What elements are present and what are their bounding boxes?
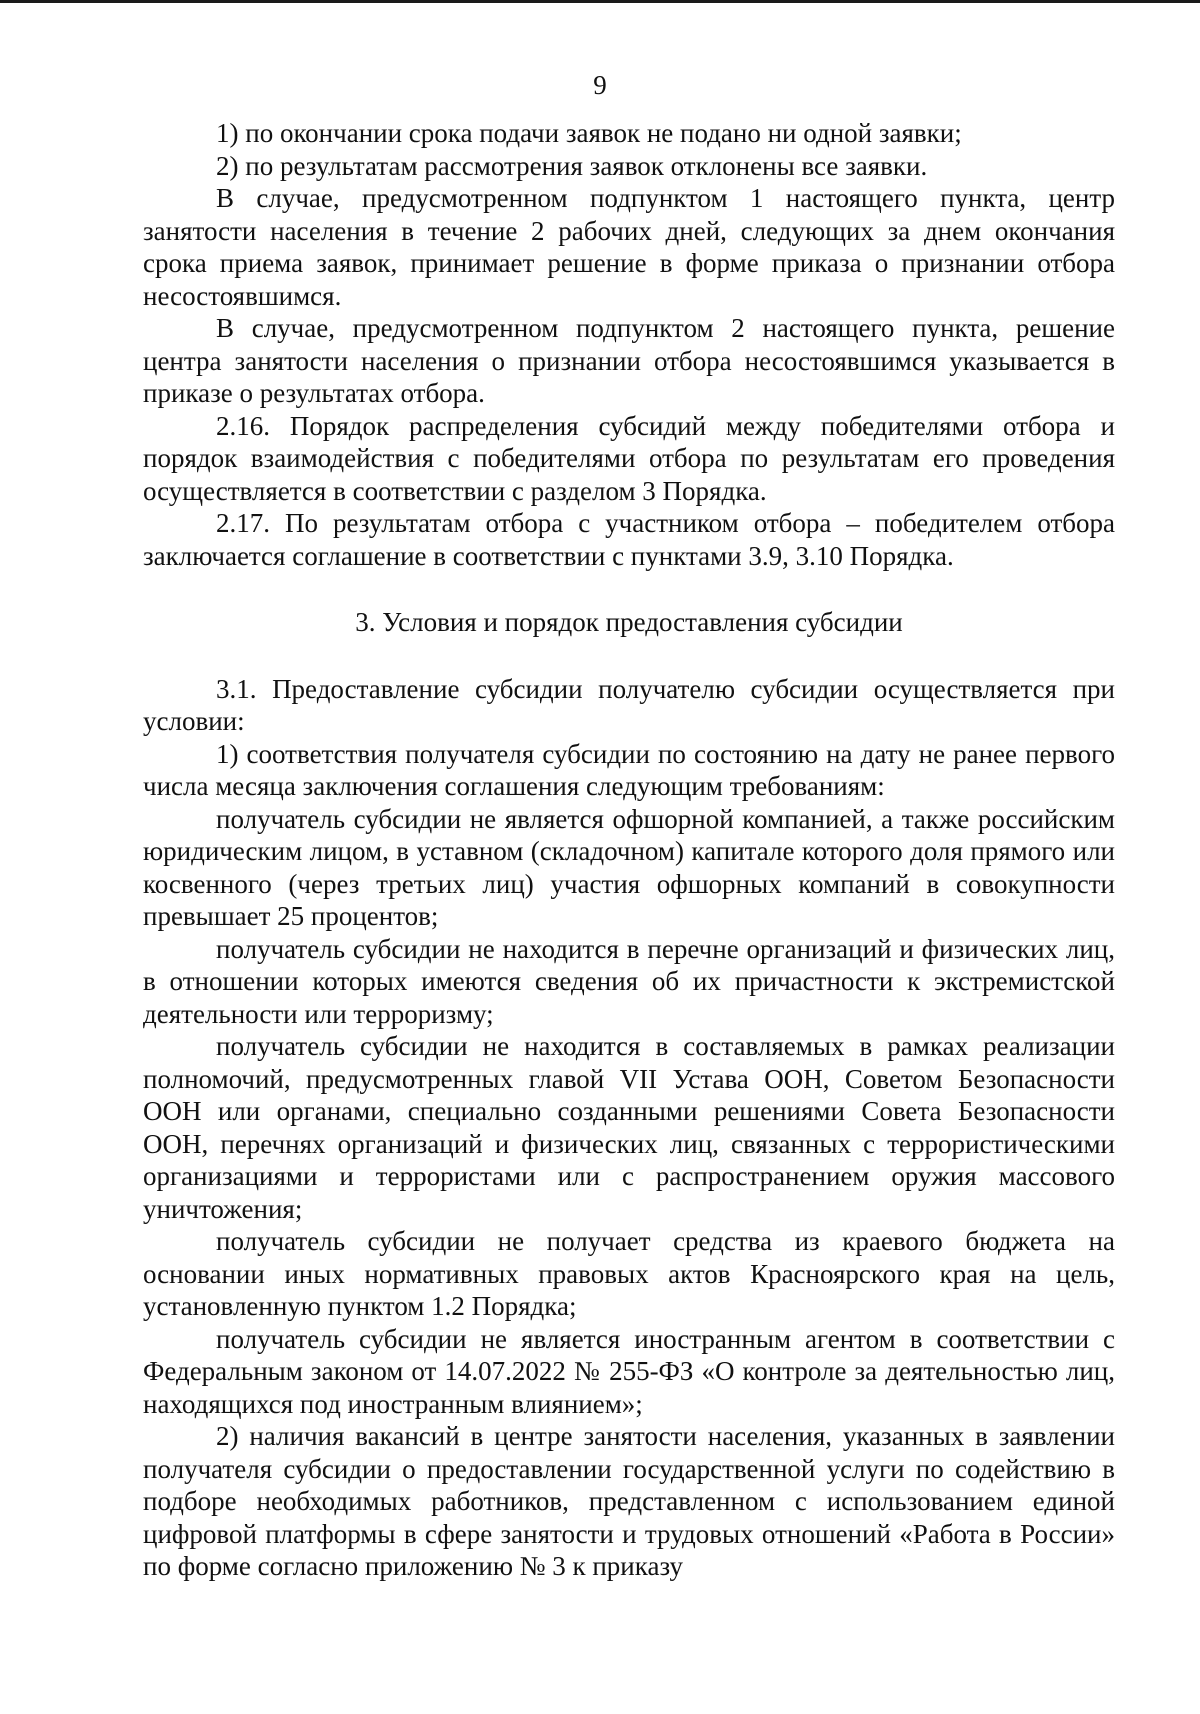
- body-text: [143, 117, 1115, 1583]
- paragraph: 2) по результатам рассмотрения заявок отклонены все заявки.: [216, 150, 928, 181]
- paragraph: 3.1. Предоставление субсидии получателю субсидии осуществляется при условии:: [143, 673, 1115, 736]
- paragraph: 2.17. По результатам отбора с участником отбора – победителем отбора заключается соглашение в соответствии с пунктами 3.9, 3.10 Порядка.: [143, 508, 1115, 571]
- section-heading: 3. Условия и порядок предоставления субсидии: [355, 607, 903, 637]
- paragraph: получатель субсидии не находится в составляемых в рамках реализации полномочий, предусмотренных главой VII Устава ООН, Советом Безопасности ООН или органами, специально созданными решениями Совета Безопасности ООН, перечнях организаций и физических лиц, связанных с террористическими организациями и террористами или с распространением оружия массового уничтожения;: [143, 1031, 1115, 1224]
- paragraph: получатель субсидии не является иностранным агентом в соответствии с Федеральным законом от 14.07.2022 № 255-ФЗ «О контроле за деятельностью лиц, находящихся под иностранным влиянием»;: [143, 1323, 1115, 1419]
- top-edge-line: [0, 0, 1200, 3]
- paragraph: 1) соответствия получателя субсидии по состоянию на дату не ранее первого числа месяца заключения соглашения следующим требованиям:: [143, 738, 1115, 801]
- paragraph: получатель субсидии не получает средства из краевого бюджета на основании иных нормативных правовых актов Красноярского края на цель, установленную пунктом 1.2 Порядка;: [143, 1226, 1115, 1321]
- paragraph: получатель субсидии не находится в перечне организаций и физических лиц, в отношении которых имеются сведения об их причастности к экстремистской деятельности или терроризму;: [143, 933, 1115, 1029]
- paragraph: получатель субсидии не является офшорной компанией, а также российским юридическим лицом, в уставном (складочном) капитале которого доля прямого или косвенного (через третьих лиц) участия офшорных компаний в совокупности превышает 25 процентов;: [143, 803, 1115, 931]
- paragraph: 1) по окончании срока подачи заявок не подано ни одной заявки;: [216, 118, 962, 148]
- page-number: 9: [593, 70, 607, 100]
- paragraph: В случае, предусмотренном подпунктом 2 настоящего пункта, решение центра занятости населения о признании отбора несостоявшимся указывается в приказе о результатах отбора.: [143, 313, 1115, 408]
- paragraph: В случае, предусмотренном подпунктом 1 настоящего пункта, центр занятости населения в течение 2 рабочих дней, следующих за днем окончания срока приема заявок, принимает решение в форме приказа о признании отбора несостоявшимся.: [143, 183, 1115, 311]
- paragraph: 2.16. Порядок распределения субсидий между победителями отбора и порядок взаимодействия с победителями отбора по результатам его проведения осуществляется в соответствии с разделом 3 Порядка.: [143, 410, 1115, 506]
- paragraph: 2) наличия вакансий в центре занятости населения, указанных в заявлении получателя субсидии о предоставлении государственной услуги по содействию в подборе необходимых работников, представленном с использованием единой цифровой платформы в сфере занятости и трудовых отношений «Работа в России» по форме согласно приложению № 3 к приказу: [143, 1421, 1115, 1581]
